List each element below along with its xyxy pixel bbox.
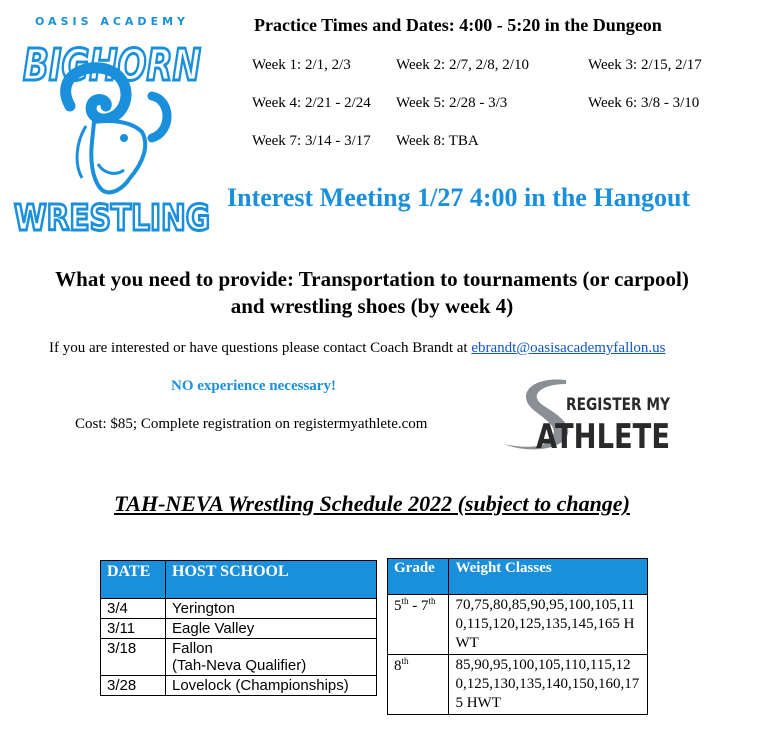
weight-classes-header: Weight Classes bbox=[449, 559, 648, 595]
host-cell: Eagle Valley bbox=[166, 619, 377, 639]
week-6: Week 6: 3/8 - 3/10 bbox=[588, 95, 700, 111]
logo-top-text: OASIS ACADEMY bbox=[35, 15, 189, 28]
provide-line-2: and wrestling shoes (by week 4) bbox=[230, 294, 514, 318]
provide-line-1: What you need to provide: Transportation to tournaments (or carpool) bbox=[55, 267, 689, 291]
host-note: (Tah-Neva Qualifier) bbox=[172, 657, 307, 674]
table-row bbox=[388, 655, 648, 715]
grade-header: Grade bbox=[388, 559, 449, 595]
register-my-athlete-logo bbox=[500, 372, 676, 457]
grade-cell: 5th - 7th bbox=[388, 595, 449, 655]
table-row bbox=[101, 599, 377, 619]
schedule-title: TAH-NEVA Wrestling Schedule 2022 (subject to change) bbox=[114, 491, 630, 516]
practice-title: Practice Times and Dates: 4:00 - 5:20 in the Dungeon bbox=[254, 15, 662, 35]
register-my-text: REGISTER MY bbox=[566, 395, 671, 415]
cost-line: Cost: $85; Complete registration on registermyathlete.com bbox=[75, 416, 428, 432]
bighorn-wrestling-logo bbox=[12, 14, 212, 238]
weight-classes-cell: 85,90,95,100,105,110,115,120,125,130,135,140,150,160,175 HWT bbox=[449, 655, 648, 715]
week-3: Week 3: 2/15, 2/17 bbox=[588, 57, 702, 73]
host-cell bbox=[166, 639, 377, 676]
week-4: Week 4: 2/21 - 2/24 bbox=[252, 95, 371, 111]
week-8: Week 8: TBA bbox=[396, 133, 479, 149]
provide-requirements bbox=[0, 266, 744, 320]
contact-line bbox=[49, 340, 666, 357]
date-header: DATE bbox=[101, 561, 166, 599]
weights-header-row bbox=[388, 559, 648, 595]
host-cell: Lovelock (Championships) bbox=[166, 676, 377, 696]
schedule-header-row bbox=[101, 561, 377, 599]
week-5: Week 5: 2/28 - 3/3 bbox=[396, 95, 508, 111]
host-school-header: HOST SCHOOL bbox=[166, 561, 377, 599]
contact-email-link[interactable]: ebrandt@oasisacademyfallon.us bbox=[471, 340, 666, 356]
schedule-table bbox=[100, 560, 377, 696]
date-cell: 3/11 bbox=[101, 619, 166, 639]
table-row bbox=[101, 639, 377, 676]
table-row bbox=[101, 619, 377, 639]
week-7: Week 7: 3/14 - 3/17 bbox=[252, 133, 371, 149]
logo-word-bighorn: BIGHORN bbox=[23, 40, 201, 91]
date-cell: 3/4 bbox=[101, 599, 166, 619]
table-row bbox=[388, 595, 648, 655]
weight-classes-cell: 70,75,80,85,90,95,100,105,110,115,120,125,135,145,165 HWT bbox=[449, 595, 648, 655]
grade-cell: 8th bbox=[388, 655, 449, 715]
week-1: Week 1: 2/1, 2/3 bbox=[252, 57, 351, 73]
interest-meeting: Interest Meeting 1/27 4:00 in the Hangout bbox=[227, 183, 691, 212]
host-cell: Yerington bbox=[166, 599, 377, 619]
date-cell: 3/28 bbox=[101, 676, 166, 696]
weight-classes-table bbox=[387, 558, 648, 715]
no-experience-note: NO experience necessary! bbox=[171, 378, 336, 394]
logo-word-wrestling: WRESTLING bbox=[14, 198, 210, 239]
table-row bbox=[101, 676, 377, 696]
contact-text: If you are interested or have questions please contact Coach Brandt at bbox=[49, 340, 472, 356]
date-cell: 3/18 bbox=[101, 639, 166, 676]
athlete-text: ATHLETE bbox=[536, 417, 670, 457]
host-name: Fallon bbox=[172, 640, 213, 657]
week-2: Week 2: 2/7, 2/8, 2/10 bbox=[396, 57, 529, 73]
